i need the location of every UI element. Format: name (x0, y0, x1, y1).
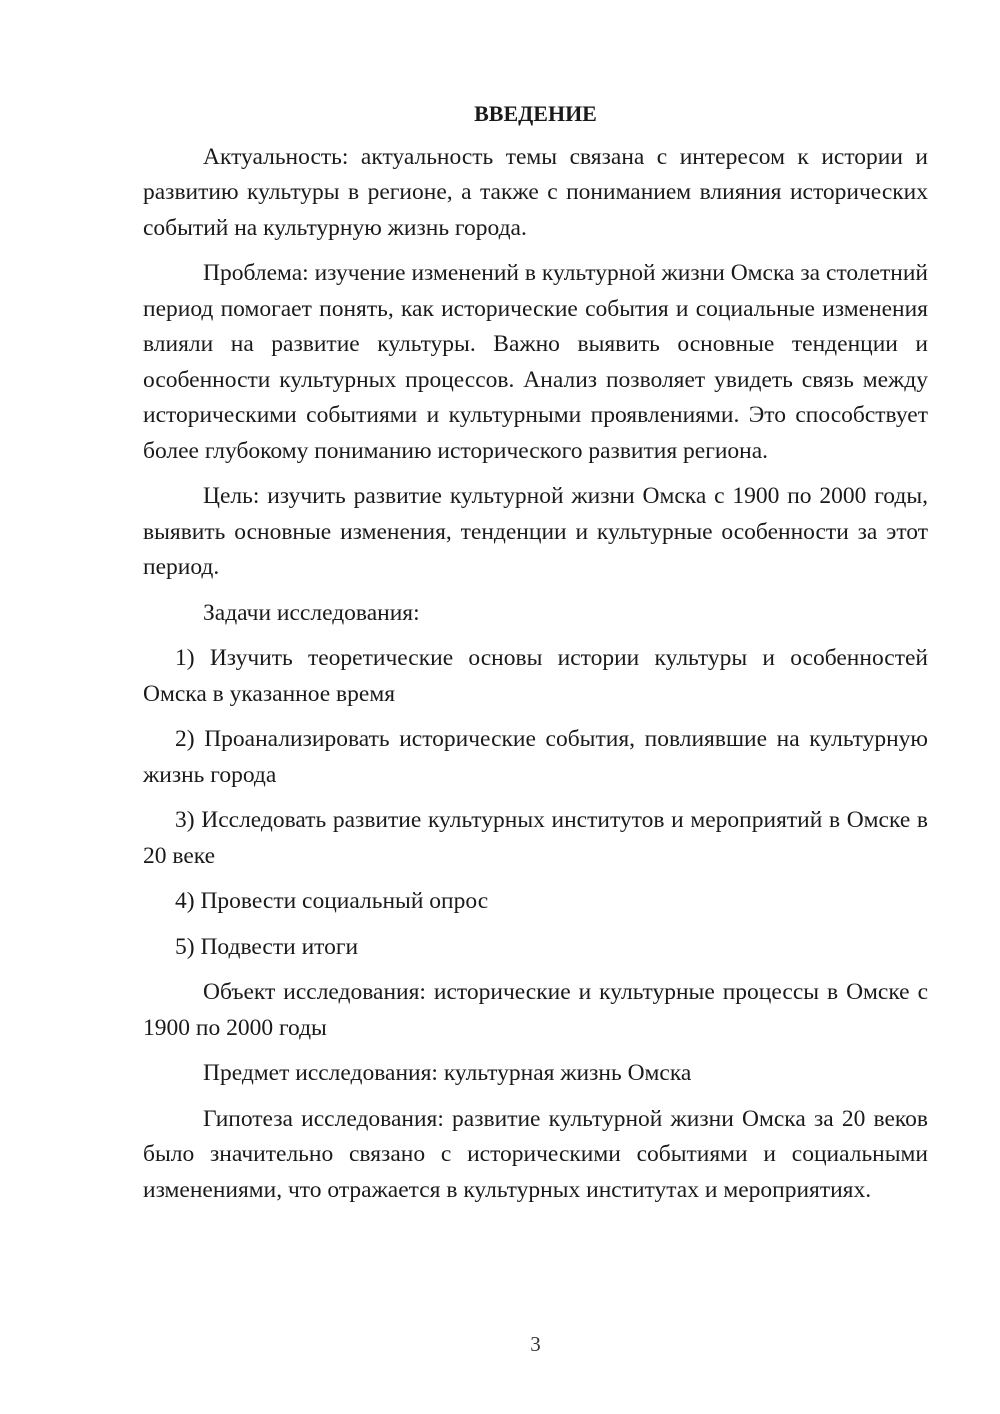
task-item: 3) Исследовать развитие культурных институтов и мероприятий в Омске в 20 веке (143, 807, 928, 869)
page-content (143, 96, 928, 1218)
page-number: 3 (530, 1332, 541, 1356)
paragraph-goal: Цель: изучить развитие культурной жизни Омска с 1900 по 2000 годы, выявить основные изменения, тенденции и культурные особенности за этот период. (143, 483, 928, 580)
task-item: 1) Изучить теоретические основы истории культуры и особенностей Омска в указанное время (143, 645, 928, 707)
paragraph-subject: Предмет исследования: культурная жизнь Омска (203, 1060, 692, 1086)
paragraph-tasks-intro: Задачи исследования: (203, 599, 420, 626)
paragraph-hypothesis: Гипотеза исследования: развитие культурной жизни Омска за 20 веков было значительно связано с историческими событиями и социальными изменениями, что отражается в культурных институтах и мероприятиях. (143, 1105, 928, 1203)
paragraph-object: Объект исследования: исторические и культурные процессы в Омске с 1900 по 2000 годы (143, 979, 928, 1041)
paragraph-problem: Проблема: изучение изменений в культурной жизни Омска за столетний период помогает понять, как исторические события и социальные изменения влияли на развитие культуры. Важно выявить основные тенденции и особенности культурных процессов. Анализ позволяет увидеть связь между историческими событиями и культурными проявлениями. Это способствует более глубокому пониманию исторического развития региона. (143, 260, 928, 464)
task-item: 4) Провести социальный опрос (175, 888, 489, 914)
task-item: 5) Подвести итоги (175, 933, 359, 960)
section-heading: ВВЕДЕНИЕ (474, 101, 597, 126)
paragraph-relevance: Актуальность: актуальность темы связана с интересом к истории и развитию культуры в регионе, а также с пониманием влияния исторических событий на культурную жизнь города. (143, 143, 928, 241)
task-item: 2) Проанализировать исторические события, повлиявшие на культурную жизнь города (143, 726, 928, 788)
